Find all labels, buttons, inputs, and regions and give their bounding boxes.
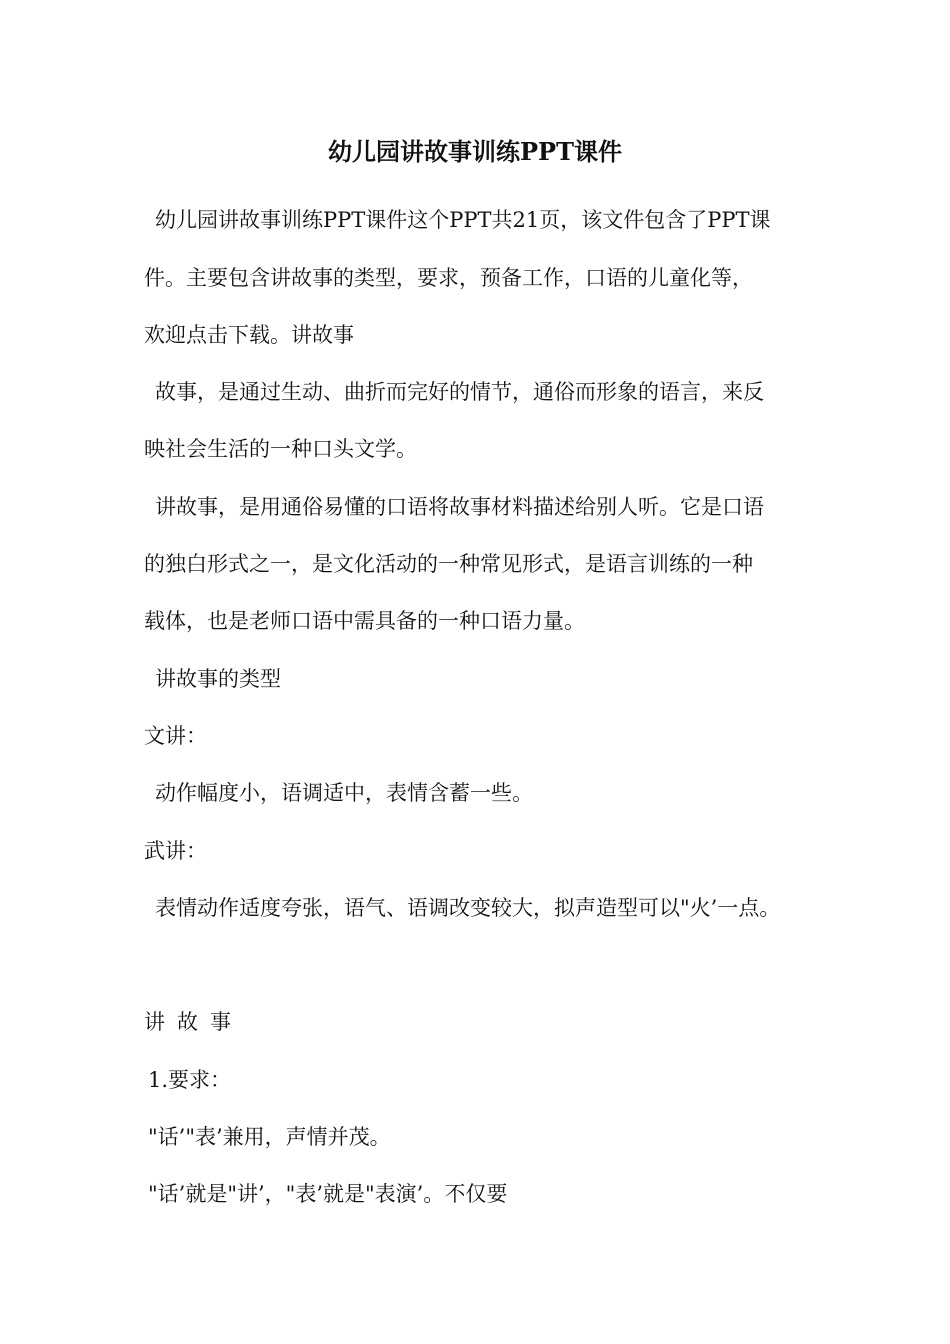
intro-line-3: 欢迎点击下载。讲故事 [144,323,354,347]
wujiang-description: 表情动作适度夸张，语气、语调改变较大，拟声造型可以"火’一点。 [155,896,781,920]
document-title: 幼儿园讲故事训练PPT课件 [328,137,622,166]
section-heading: 讲故事 [144,1010,243,1034]
storytelling-definition-line-2: 的独白形式之一，是文化活动的一种常见形式，是语言训练的一种 [144,552,753,576]
story-definition-line-2: 映社会生活的一种口头文学。 [144,437,417,461]
wenjiang-label: 文讲： [144,724,207,748]
story-definition-line-1: 故事，是通过生动、曲折而完好的情节，通俗而形象的语言，来反 [155,380,764,404]
wenjiang-description: 动作幅度小，语调适中，表情含蓄一些。 [155,781,533,805]
intro-line-1: 幼儿园讲故事训练PPT课件这个PPT共21页，该文件包含了PPT课 [155,208,771,232]
requirements-label: 1.要求： [148,1068,232,1092]
types-heading: 讲故事的类型 [155,667,281,691]
storytelling-definition-line-1: 讲故事，是用通俗易懂的口语将故事材料描述给别人听。它是口语 [155,495,764,519]
storytelling-definition-line-3: 载体，也是老师口语中需具备的一种口语力量。 [144,609,585,633]
requirement-line-2: "话’就是"讲’，"表’就是"表演’。不仅要 [148,1182,508,1206]
requirement-line-1: "话’"表’兼用，声情并茂。 [148,1125,391,1149]
intro-line-2: 件。主要包含讲故事的类型，要求，预备工作，口语的儿童化等， [144,266,753,290]
wujiang-label: 武讲： [144,839,207,863]
